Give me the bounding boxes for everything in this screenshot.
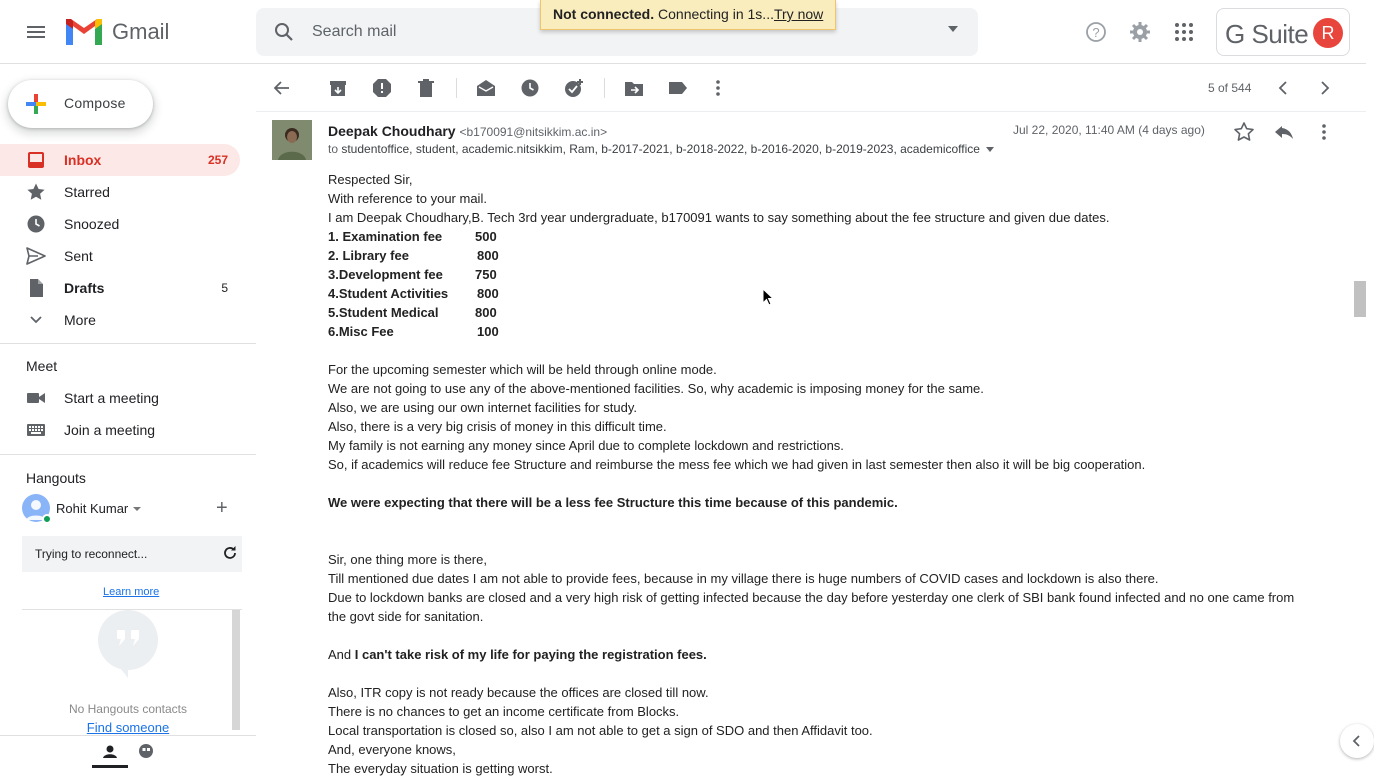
- body-line: Due to lockdown banks are closed and a very high risk of getting infected because the day before yesterday one clerk of SBI bank found infected and no one came from: [328, 590, 1295, 605]
- sender-photo: [272, 120, 312, 160]
- spacer: [328, 626, 1328, 645]
- gmail-logo[interactable]: [64, 16, 169, 48]
- draft-icon: [26, 278, 46, 298]
- join-meeting-item[interactable]: [0, 414, 240, 446]
- more-vert-icon[interactable]: [1312, 120, 1336, 144]
- body-line: Local transportation is closed so, also I am not able to get a sign of SDO and then Affidavit too.: [328, 723, 873, 738]
- sidebar-item-label: Drafts: [64, 280, 105, 296]
- message-view: [256, 112, 1356, 776]
- fee-row: [328, 265, 1328, 284]
- recipients-list: studentoffice, student, academic.nitsikkim, Ram, b-2017-2021, b-2018-2022, b-2016-2020, b-2019-2023, academicoffice: [341, 142, 980, 156]
- snooze-icon[interactable]: [520, 78, 540, 98]
- try-now-link[interactable]: Try now: [773, 6, 824, 22]
- report-spam-icon[interactable]: [372, 78, 392, 98]
- top-bar: [0, 0, 1366, 64]
- side-panel-toggle[interactable]: [1340, 724, 1374, 758]
- body-line: the govt side for sanitation.: [328, 609, 484, 624]
- online-status-icon: [42, 514, 52, 524]
- body-line: I am Deepak Choudhary,B. Tech 3rd year undergraduate, b170091 wants to say something about the fee structure and given due dates.: [328, 210, 1110, 225]
- body-bold-text: I can't take risk of my life for paying the registration fees.: [354, 647, 707, 662]
- chevron-left-icon: [1340, 724, 1374, 758]
- sidebar-item-label: Snoozed: [64, 216, 120, 232]
- sidebar-item-inbox[interactable]: [0, 144, 240, 176]
- hangouts-chat-icon: [98, 610, 158, 680]
- to-prefix: to: [328, 142, 342, 156]
- fee-name: 2. Library fee: [328, 248, 409, 263]
- start-meeting-item[interactable]: [0, 382, 240, 414]
- compose-button[interactable]: [8, 80, 153, 128]
- apps-icon[interactable]: [1172, 20, 1196, 44]
- body-line: Respected Sir,: [328, 172, 413, 187]
- person-icon: [92, 736, 128, 766]
- body-line: For the upcoming semester which will be held through online mode.: [328, 362, 717, 377]
- sender-name-text: Deepak Choudhary: [328, 123, 456, 139]
- sender-avatar[interactable]: [272, 120, 312, 160]
- account-switcher[interactable]: [1216, 8, 1350, 56]
- gmail-wordmark: Gmail: [112, 19, 170, 44]
- send-icon: [26, 246, 46, 266]
- body-line: So, if academics will reduce fee Structure and reimburse the mess fee which we had given in last semester then also it will be big cooperation.: [328, 457, 1146, 472]
- gsuite-logo: G Suite: [1225, 19, 1309, 49]
- message-toolbar: [256, 64, 1366, 112]
- sender-name[interactable]: [328, 123, 607, 139]
- body-line: And, everyone knows,: [328, 742, 456, 757]
- find-someone-link[interactable]: Find someone: [86, 720, 170, 735]
- body-line: Also, we are using our own internet facilities for study.: [328, 400, 638, 415]
- compose-label: Compose: [64, 95, 126, 111]
- reconnect-text: Trying to reconnect...: [35, 547, 148, 561]
- meet-title: Meet: [26, 358, 58, 374]
- connection-toast: [540, 0, 836, 30]
- hangouts-user-name: Rohit Kumar: [56, 501, 129, 516]
- start-meeting-label: Start a meeting: [64, 390, 159, 406]
- fee-amount: 800: [477, 286, 499, 301]
- body-line: Also, there is a very big crisis of money in this difficult time.: [328, 419, 667, 434]
- keyboard-icon: [26, 420, 46, 440]
- star-outline-icon[interactable]: [1232, 120, 1256, 144]
- drafts-count: 5: [221, 281, 228, 295]
- body-line: The everyday situation is getting worst.: [328, 761, 553, 776]
- body-line: There is no chances to get an income certificate from Blocks.: [328, 704, 680, 719]
- older-chevron-right-icon[interactable]: [1314, 78, 1334, 98]
- reconnect-banner: [22, 536, 242, 572]
- hangouts-user[interactable]: [22, 494, 242, 524]
- sidebar-item-starred[interactable]: [0, 176, 240, 208]
- sender-email: <b170091@nitsikkim.ac.in>: [459, 125, 608, 139]
- inbox-icon: [26, 150, 46, 170]
- message-date: Jul 22, 2020, 11:40 AM (4 days ago): [1013, 123, 1205, 137]
- fee-row: [328, 322, 1328, 341]
- divider: [0, 343, 256, 344]
- body-line: Also, ITR copy is not ready because the offices are closed till now.: [328, 685, 709, 700]
- search-icon[interactable]: [272, 20, 296, 44]
- chevron-down-icon[interactable]: [133, 507, 141, 511]
- body-line: We are not going to use any of the above-mentioned facilities. So, why academic is imposing money for the same.: [328, 381, 984, 396]
- join-meeting-label: Join a meeting: [64, 422, 156, 438]
- plus-icon: [24, 92, 48, 116]
- recipients-line[interactable]: [328, 142, 994, 156]
- settings-icon[interactable]: [1128, 20, 1152, 44]
- fee-amount: 750: [475, 267, 497, 282]
- label-icon[interactable]: [668, 78, 688, 98]
- message-body: [328, 170, 1328, 778]
- fee-amount: 500: [475, 229, 497, 244]
- body-line: My family is not earning any money since April due to complete lockdown and restrictions.: [328, 438, 844, 453]
- body-line: With reference to your mail.: [328, 191, 487, 206]
- and-prefix: And: [328, 647, 355, 662]
- search-options-icon[interactable]: [948, 26, 958, 32]
- fee-name: 5.Student Medical: [328, 305, 439, 320]
- unread-count: 257: [207, 153, 228, 167]
- svg-text:?: ?: [1092, 25, 1100, 40]
- sidebar-item-label: More: [64, 312, 96, 328]
- learn-more-link[interactable]: Learn more: [103, 586, 160, 598]
- body-line: [328, 645, 1328, 664]
- reply-icon[interactable]: [1272, 120, 1296, 144]
- add-contact-icon[interactable]: +: [216, 497, 228, 519]
- contacts-tab[interactable]: [92, 736, 128, 768]
- fee-amount: 800: [477, 248, 499, 263]
- fee-name: 4.Student Activities: [328, 286, 449, 301]
- hangouts-title: Hangouts: [26, 470, 86, 486]
- fee-row: [328, 227, 1328, 246]
- toast-message: Connecting in 1s...: [654, 6, 774, 22]
- sidebar-item-label: Starred: [64, 184, 110, 200]
- back-arrow-icon[interactable]: [272, 78, 292, 98]
- fee-amount: 800: [475, 305, 497, 320]
- sidebar-item-drafts[interactable]: [0, 272, 240, 304]
- chevron-down-icon: [26, 310, 46, 330]
- star-icon: [26, 182, 46, 202]
- main-scrollbar-thumb[interactable]: [1354, 281, 1366, 317]
- move-to-icon[interactable]: [624, 78, 644, 98]
- hangouts-quote-icon: [128, 736, 164, 766]
- fee-row: [328, 246, 1328, 265]
- refresh-icon[interactable]: [222, 545, 238, 561]
- spacer: [328, 341, 1328, 360]
- account-avatar[interactable]: R: [1313, 18, 1343, 48]
- divider: [0, 454, 256, 455]
- help-icon[interactable]: [1084, 20, 1108, 44]
- show-details-icon[interactable]: [986, 147, 994, 152]
- sidebar: [0, 64, 256, 768]
- toolbar-separator: [604, 78, 605, 98]
- sidebar-item-label: Inbox: [64, 152, 102, 168]
- conversations-tab[interactable]: [128, 736, 164, 768]
- newer-chevron-left-icon[interactable]: [1274, 78, 1294, 98]
- body-bold-line: We were expecting that there will be a less fee Structure this time because of this pandemic.: [328, 495, 898, 510]
- fee-name: 1. Examination fee: [328, 229, 443, 244]
- sidebar-item-more[interactable]: [0, 304, 240, 336]
- fee-row: [328, 303, 1328, 322]
- sidebar-item-label: Sent: [64, 248, 93, 264]
- mark-unread-icon[interactable]: [476, 78, 496, 98]
- body-line: Till mentioned due dates I am not able to provide fees, because in my village there is huge numbers of COVID cases and lockdown is also there.: [328, 571, 1159, 586]
- delete-icon[interactable]: [416, 78, 436, 98]
- no-contacts-text: No Hangouts contacts: [68, 702, 188, 716]
- video-icon: [26, 388, 46, 408]
- add-to-tasks-icon[interactable]: [564, 78, 584, 98]
- gmail-m-icon: [64, 17, 104, 47]
- clock-icon: [26, 214, 46, 234]
- sidebar-item-sent[interactable]: [0, 240, 240, 272]
- fee-name: 3.Development fee: [328, 267, 443, 282]
- toolbar-separator: [456, 78, 457, 98]
- body-line: Sir, one thing more is there,: [328, 552, 487, 567]
- spacer: [328, 664, 1328, 683]
- spacer: [328, 474, 1328, 493]
- spacer: [328, 512, 1328, 550]
- sidebar-item-snoozed[interactable]: [0, 208, 240, 240]
- fee-amount: 100: [477, 324, 499, 339]
- fee-row: [328, 284, 1328, 303]
- toast-status: Not connected.: [553, 6, 655, 22]
- mouse-cursor-icon: [762, 288, 776, 308]
- more-vert-icon[interactable]: [708, 78, 728, 98]
- menu-icon[interactable]: [24, 20, 48, 44]
- archive-icon[interactable]: [328, 78, 348, 98]
- page-count: 5 of 544: [1208, 81, 1252, 95]
- fee-name: 6.Misc Fee: [328, 324, 394, 339]
